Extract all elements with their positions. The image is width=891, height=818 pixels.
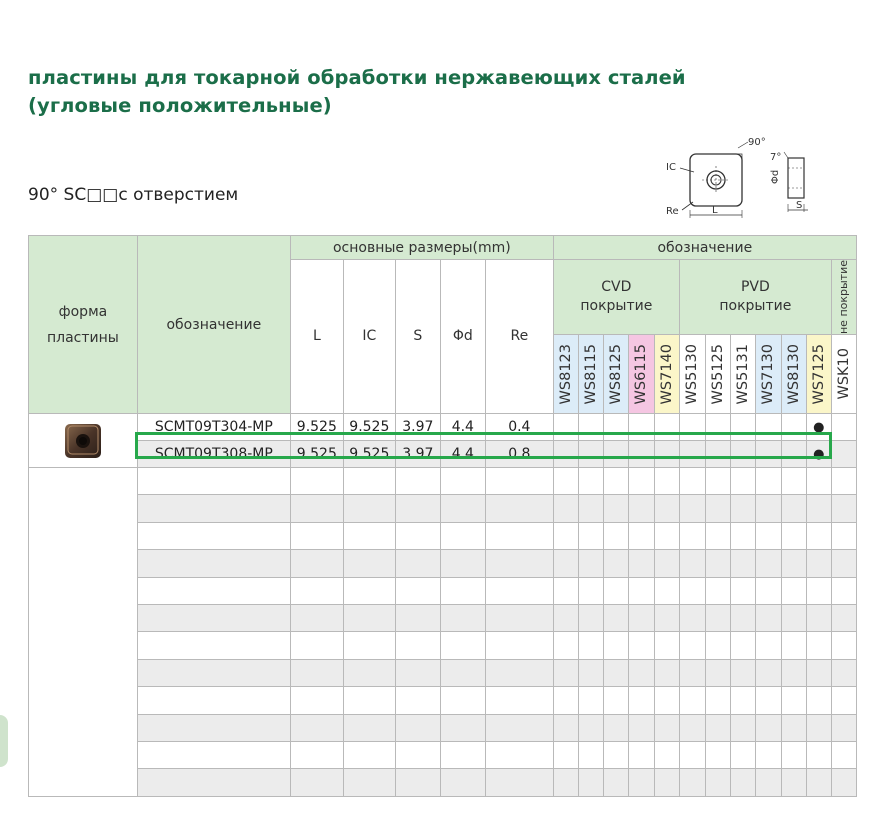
insert-photo [62, 420, 104, 462]
header-dim-s: S [395, 260, 440, 414]
empty-table-row [29, 495, 857, 522]
grade-wsk10: WSK10 [831, 335, 856, 414]
cell-phid: 4.4 [440, 441, 485, 468]
empty-table-row [29, 604, 857, 631]
table-row [29, 414, 857, 441]
grade-ws7125: WS7125 [806, 335, 831, 414]
l-label: L [712, 205, 718, 216]
insert-geometry-diagram [660, 132, 820, 224]
grade-ws5130: WS5130 [679, 335, 705, 414]
table-row [29, 441, 857, 468]
page-edge-tab [0, 715, 8, 767]
empty-table-row [29, 550, 857, 577]
s-label: S [796, 200, 803, 211]
designation-cell: SCMT09T304-MP [137, 414, 290, 441]
header-dim-ic: IC [343, 260, 395, 414]
cell-re: 0.4 [485, 414, 553, 441]
empty-table-row [29, 468, 857, 495]
empty-table-row [29, 687, 857, 714]
header-dimensions-group: основные размеры(mm) [290, 236, 553, 260]
grade-ws6115: WS6115 [628, 335, 654, 414]
empty-table-row [29, 522, 857, 549]
cell-l: 9.525 [290, 441, 343, 468]
grade-ws7130: WS7130 [755, 335, 781, 414]
cell-ic: 9.525 [343, 441, 395, 468]
grade-ws5125: WS5125 [705, 335, 730, 414]
angle-7-label: 7° [770, 152, 782, 163]
title-line-1: пластины для токарной обработки нержавеющих сталей [28, 66, 686, 89]
section-subtitle: 90° SC□□с отверстием [28, 185, 239, 205]
header-dim-re: Re [485, 260, 553, 414]
grade-ws8123: WS8123 [553, 335, 578, 414]
availability-mark: ● [806, 414, 831, 441]
cell-phid: 4.4 [440, 414, 485, 441]
empty-table-row [29, 632, 857, 659]
empty-table-row [29, 714, 857, 741]
empty-table-row [29, 769, 857, 796]
grade-ws7140: WS7140 [654, 335, 679, 414]
header-pvd: PVD покрытие [679, 260, 831, 335]
grade-ws5131: WS5131 [730, 335, 755, 414]
empty-table-row [29, 741, 857, 768]
cell-s: 3.97 [395, 414, 440, 441]
header-dim-phid: Φd [440, 260, 485, 414]
insert-side-view [788, 158, 804, 198]
empty-table-row [29, 659, 857, 686]
designation-cell: SCMT09T308-MP [137, 441, 290, 468]
title-line-2: (угловые положительные) [28, 94, 332, 117]
angle-90-label: 90° [748, 137, 766, 148]
header-shape: форма пластины [29, 236, 138, 414]
insert-spec-table [28, 235, 857, 797]
header-cvd: CVD покрытие [553, 260, 679, 335]
header-dim-l: L [290, 260, 343, 414]
cell-re: 0.8 [485, 441, 553, 468]
phid-label: Φd [770, 169, 781, 184]
cell-l: 9.525 [290, 414, 343, 441]
grade-ws8115: WS8115 [578, 335, 603, 414]
re-label: Re [666, 206, 679, 217]
empty-table-row [29, 577, 857, 604]
header-grades-group: обозначение [553, 236, 856, 260]
insert-shape-cell [29, 414, 138, 468]
ic-label: IC [666, 162, 676, 173]
header-uncoated-label: не покрытие [836, 260, 850, 335]
cell-s: 3.97 [395, 441, 440, 468]
availability-mark: ● [806, 441, 831, 468]
grade-ws8125: WS8125 [603, 335, 628, 414]
grade-ws8130: WS8130 [781, 335, 806, 414]
cell-ic: 9.525 [343, 414, 395, 441]
empty-rows [29, 468, 857, 797]
header-designation: обозначение [137, 236, 290, 414]
header-uncoated [831, 260, 856, 335]
page-title [28, 64, 686, 120]
